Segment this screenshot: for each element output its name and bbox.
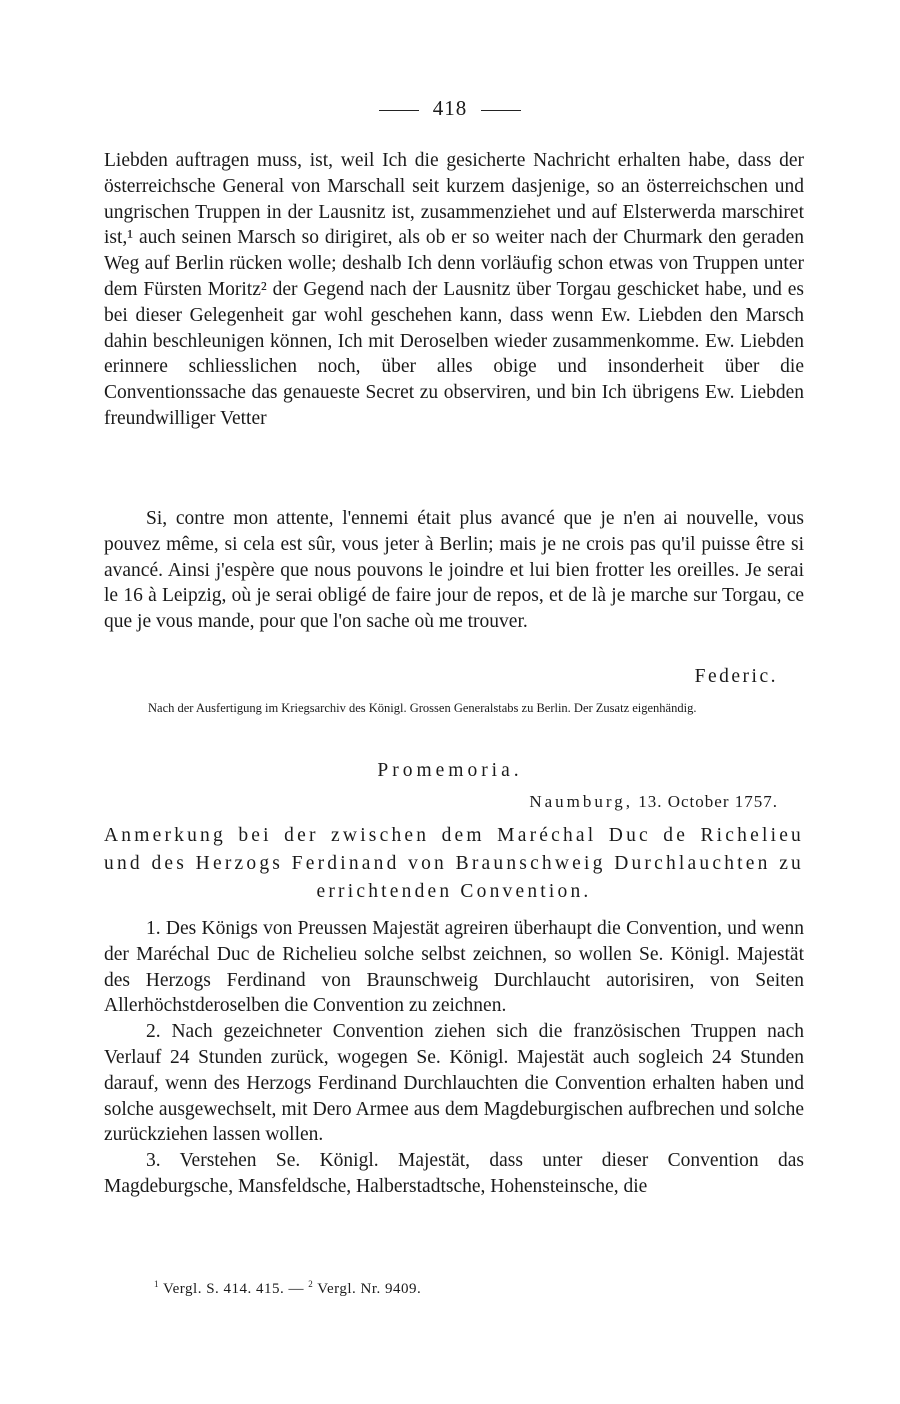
source-note: Nach der Ausfertigung im Kriegsarchiv des Königl. Grossen Generalstabs zu Berlin. Der Zusatz eigenhändig. (148, 701, 697, 715)
articles (104, 916, 804, 1200)
document-heading: Anmerkung bei der zwischen dem Maréchal Duc de Richelieu und des Herzogs Ferdinand von Braunschweig Durchlauchten zu errichtenden Convention. (104, 825, 804, 902)
postscript (104, 506, 804, 635)
footnote-1: Vergl. S. 414. 415. — (162, 1281, 305, 1297)
header-rule-right (481, 110, 521, 111)
page-number: 418 (432, 96, 468, 120)
letter-body (104, 148, 804, 432)
document-title: Promemoria. (377, 760, 523, 781)
page-header (0, 96, 900, 121)
letter-paragraph: Liebden auftragen muss, ist, weil Ich die gesicherte Nachricht erhalten habe, dass der österreichsche General von Marschall seit kurzem dasjenige, so an österreichschen und ungrischen Truppen in der Lausnitz ist, zusammenziehet und auf Elsterwerda marschiret ist,¹ auch seinen Marsch so dirigiret, als ob er so weiter nach der Churmark den geraden Weg auf Berlin rücken wolle; deshalb Ich denn vorläufig schon etwas von Truppen unter dem Fürsten Moritz² der Gegend nach der Lausnitz über Torgau geschicket habe, und es bei dieser Gelegenheit gar wohl geschehen kann, dass wenn Ew. Liebden den Marsch dahin beschleunigen können, Ich mit Deroselben wieder zusammenkomme. Ew. Liebden erinnere schliesslichen noch, über alles obige und insonderheit über die Conventionssache das genaueste Secret zu observiren, und bin Ich übrigens Ew. Liebden freundwilliger Vetter (104, 150, 804, 429)
footnote-2-marker: 2 (308, 1279, 314, 1289)
dateline-date: 13. October 1757. (638, 792, 778, 811)
article-1: 1. Des Königs von Preussen Majestät agreiren überhaupt die Convention, und wenn der Maréchal Duc de Richelieu solche selbst zeichnen, so wollen Se. Königl. Majestät des Herzogs Ferdinand von Braunschweig Durchlaucht autorisiren, von Seiten Allerhöchstderoselben die Convention zu zeichnen. (104, 918, 804, 1017)
footnotes (154, 1279, 421, 1298)
footnote-1-marker: 1 (154, 1279, 159, 1289)
dateline (529, 792, 778, 812)
signature: Federic. (694, 666, 778, 687)
article-3: 3. Verstehen Se. Königl. Majestät, dass unter dieser Convention das Magdeburgsche, Mansfeldsche, Halberstadtsche, Hohensteinsche, die (104, 1150, 804, 1197)
header-rule-left (379, 110, 419, 111)
article-2: 2. Nach gezeichneter Convention ziehen sich die französischen Truppen nach Verlauf 24 Stunden zurück, wogegen Se. Königl. Majestät auch sogleich 24 Stunden darauf, wenn des Herzogs Ferdinand Durchlauchten die Convention erhalten haben und solche ausgewechselt, mit Dero Armee aus dem Magdeburgischen aufbrechen und solche zurückziehen lassen wollen. (104, 1021, 804, 1146)
postscript-paragraph: Si, contre mon attente, l'ennemi était plus avancé que je n'en ai nouvelle, vous pouvez même, si cela est sûr, vous jeter à Berlin; mais je ne crois pas qu'il puisse être si avancé. Ainsi j'espère que nous pouvons le joindre et lui bien frotter les oreilles. Je serai le 16 à Leipzig, où je serai obligé de faire jour de repos, et de là je marche sur Torgau, ce que je vous mande, pour que l'on sache où me trouver. (104, 508, 804, 633)
dateline-place: Naumburg, (529, 792, 633, 811)
footnote-2: Vergl. Nr. 9409. (317, 1281, 422, 1297)
